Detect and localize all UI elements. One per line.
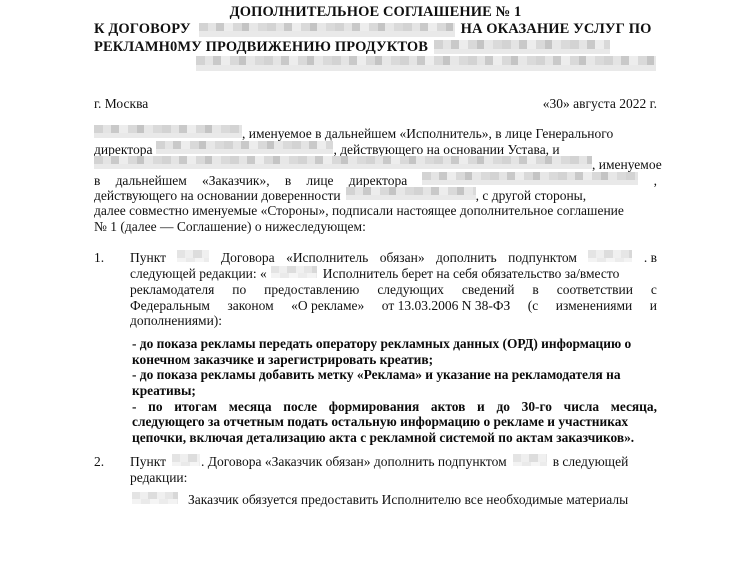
clause-2-line-1	[130, 454, 657, 470]
sublist-item-2-l1: - до показа рекламы добавить метку «Реклама» и указание на рекламодателя на	[132, 367, 621, 383]
preamble-line-2-suffix: , действующего на основании Устава, и	[333, 141, 560, 157]
preamble-line-1-text: , именуемое в дальнейшем «Исполнитель», в лице Генерального	[242, 126, 614, 141]
preamble-line-4-w1: в	[94, 172, 101, 188]
redaction-clause-2-subpoint	[513, 454, 547, 466]
sublist-item-3-w5: после	[283, 398, 318, 414]
sublist-item-3-w6: формирования	[328, 398, 420, 414]
clause-1-l4-w3: «О рекламе»	[291, 297, 365, 313]
clause-1-w3: «Исполнитель	[286, 250, 369, 266]
clause-2-line-2	[130, 470, 657, 486]
sublist-item-3-l2: следующего за отчетным подать остальную информацию о рекламе и участниках	[132, 414, 629, 430]
preamble-line-3	[94, 156, 662, 173]
clause-1-l5-text: дополнениями):	[130, 313, 223, 329]
clause-1-line-4	[130, 298, 657, 314]
city-date-row	[94, 96, 657, 112]
redaction-clause-1-subpoint-quote	[271, 266, 317, 278]
sublist-item-2	[132, 367, 657, 398]
preamble-line-4-w2: дальнейшем	[115, 172, 187, 188]
clause-1-l3-w1: рекламодателя	[130, 281, 215, 297]
sublist-item-3-line-2	[132, 414, 657, 430]
redaction-clause-2-point	[172, 454, 200, 466]
sublist-item-1	[132, 336, 657, 367]
clause-1-body	[130, 250, 657, 329]
redaction-executor-name	[94, 125, 242, 138]
title-line-3-prefix: РЕКЛАМН0МУ ПРОДВИЖЕНИЮ ПРОДУКТОВ	[94, 38, 429, 55]
clause-1-number: 1.	[94, 250, 105, 266]
redaction-title-line-4	[196, 56, 656, 71]
title-line-3	[94, 39, 657, 57]
clause-1-l4-w6: изменениями	[555, 297, 633, 313]
preamble-line-5-prefix: действующего на основании доверенности	[94, 188, 341, 204]
sublist-item-3-w12: месяца,	[610, 398, 657, 414]
clause-2-w3: в следующей	[552, 454, 629, 470]
preamble-line-5-suffix: , с другой стороны,	[475, 188, 587, 204]
clause-1-l3-w6: в	[532, 281, 539, 297]
sublist-item-3-w1: -	[132, 398, 137, 414]
redaction-power-of-attorney	[346, 187, 476, 200]
clause-1-l3-w2: по	[232, 281, 247, 297]
clause-1-l3-w4: следующих	[377, 281, 444, 297]
preamble-line-6-text: далее совместно именуемые «Стороны», подписали настоящее дополнительное соглашение	[94, 202, 624, 218]
redaction-customer-name	[94, 156, 592, 169]
clause-1-line-3	[130, 282, 657, 298]
clause-1-l4-w2: законом	[227, 297, 274, 313]
clause-1-l3-w7: соответствии	[556, 281, 633, 297]
redaction-director-name	[156, 141, 333, 154]
sublist-item-3-w10: 30-го	[521, 398, 552, 414]
preamble-line-4-w4: в	[284, 172, 292, 188]
sublist-item-3-w2: по	[148, 398, 163, 414]
clause-1-l4-w4: от 13.03.2006 N 38-ФЗ	[381, 297, 511, 313]
title-line-2-suffix: НА ОКАЗАНИЕ УСЛУГ ПО	[460, 21, 652, 37]
date-label: «30» августа 2022 г.	[542, 96, 657, 111]
clause-2-number: 2.	[94, 454, 105, 470]
clause-2-body	[130, 454, 657, 486]
sublist-item-3-w9: до	[496, 398, 510, 414]
redaction-title-contract-number	[199, 23, 455, 37]
preamble-line-4-comma: ,	[653, 172, 657, 188]
sublist-item-3-w7: актов	[430, 398, 466, 414]
clause-1-w4: обязан»	[379, 250, 425, 266]
clause-2-tail-line	[132, 492, 657, 508]
clause-1-w7: . в	[643, 250, 657, 266]
sublist-item-2-line-1	[132, 367, 657, 383]
clause-1-l3-w3: предоставлению	[264, 281, 360, 297]
clause-1-line-1	[130, 250, 657, 266]
sublist-item-2-line-2	[132, 383, 657, 399]
sublist-item-1-l1: - до показа рекламы передать оператору рекламных данных (ОРД) информацию о	[132, 336, 632, 352]
clause-1	[94, 250, 657, 329]
clause-2-tail-text: Заказчик обязуется предоставить Исполнителю все необходимые материалы	[188, 491, 629, 507]
redaction-clause-2-tail-subpoint	[132, 492, 178, 504]
redaction-clause-1-subpoint	[588, 250, 632, 262]
clause-1-w5: дополнить	[436, 250, 497, 266]
preamble-line-4	[94, 172, 657, 188]
preamble-line-4-w5: лице	[306, 172, 334, 188]
clause-1-l4-w1: Федеральным	[130, 297, 210, 313]
preamble-line-6	[94, 203, 657, 219]
preamble-line-7-text: № 1 (далее — Соглашение) о нижеследующем:	[94, 218, 366, 234]
page-title: ДОПОЛНИТЕЛЬНОЕ СОГЛАШЕНИЕ № 1	[229, 4, 522, 20]
clause-2-l2-text: редакции:	[130, 470, 188, 486]
preamble-line-4-w3: «Заказчик»,	[202, 172, 270, 188]
clause-1-line-2	[130, 266, 657, 282]
title-line-2	[94, 21, 657, 39]
document-title-block	[94, 0, 657, 71]
city-label: г. Москва	[94, 96, 149, 111]
clause-2-w1: Пункт	[130, 454, 167, 470]
clause-1-sublist	[132, 336, 657, 445]
clause-1-l4-w7: и	[649, 297, 657, 313]
clause-2-w2: . Договора «Заказчик обязан» дополнить подпунктом	[201, 454, 507, 470]
preamble-paragraph	[94, 125, 662, 234]
preamble-line-1	[94, 125, 657, 141]
clause-2	[94, 454, 657, 486]
clause-1-w6: подпунктом	[508, 250, 577, 266]
redaction-title-products	[434, 40, 610, 54]
sublist-item-3	[132, 399, 657, 446]
clause-1-l2-prefix: следующей редакции: «	[130, 265, 267, 281]
sublist-item-1-line-1	[132, 336, 657, 352]
title-line-4	[94, 56, 657, 71]
clause-1-w1: Пункт	[130, 250, 167, 266]
sublist-item-3-w8: и	[477, 398, 485, 414]
redaction-customer-director-name	[422, 172, 638, 185]
preamble-line-2-prefix: директора	[94, 141, 153, 157]
preamble-line-5	[94, 187, 657, 203]
preamble-line-7	[94, 219, 657, 235]
sublist-item-3-w3: итогам	[174, 398, 218, 414]
sublist-item-3-line-3	[132, 430, 657, 446]
sublist-item-3-w4: месяца	[228, 398, 272, 414]
clause-1-l3-w5: сведений	[461, 281, 515, 297]
sublist-item-1-l2: конечном заказчике и зарегистрировать креатив;	[132, 351, 434, 367]
clause-1-l3-w8: с	[650, 281, 657, 297]
sublist-item-2-l2: креативы;	[132, 382, 196, 398]
preamble-line-2	[94, 141, 657, 157]
sublist-item-3-line-1	[132, 399, 657, 415]
redaction-clause-1-point	[177, 250, 209, 262]
preamble-line-4-w6: директора	[348, 172, 408, 188]
clause-1-l4-w5: (с	[527, 297, 539, 313]
preamble-line-3-text: , именуемое	[592, 157, 662, 173]
clause-1-l2-suffix: Исполнитель берет на себя обязательство за/вместо	[322, 265, 620, 281]
sublist-item-3-l3: цепочки, включая детализацию акта с рекламной системой по актам заказчиков».	[132, 429, 635, 445]
title-line-2-prefix: К ДОГОВОРУ	[94, 21, 191, 37]
clause-1-line-5	[130, 313, 657, 329]
sublist-item-3-w11: числа	[563, 398, 600, 414]
clause-1-w2: Договора	[220, 250, 275, 266]
sublist-item-1-line-2	[132, 352, 657, 368]
